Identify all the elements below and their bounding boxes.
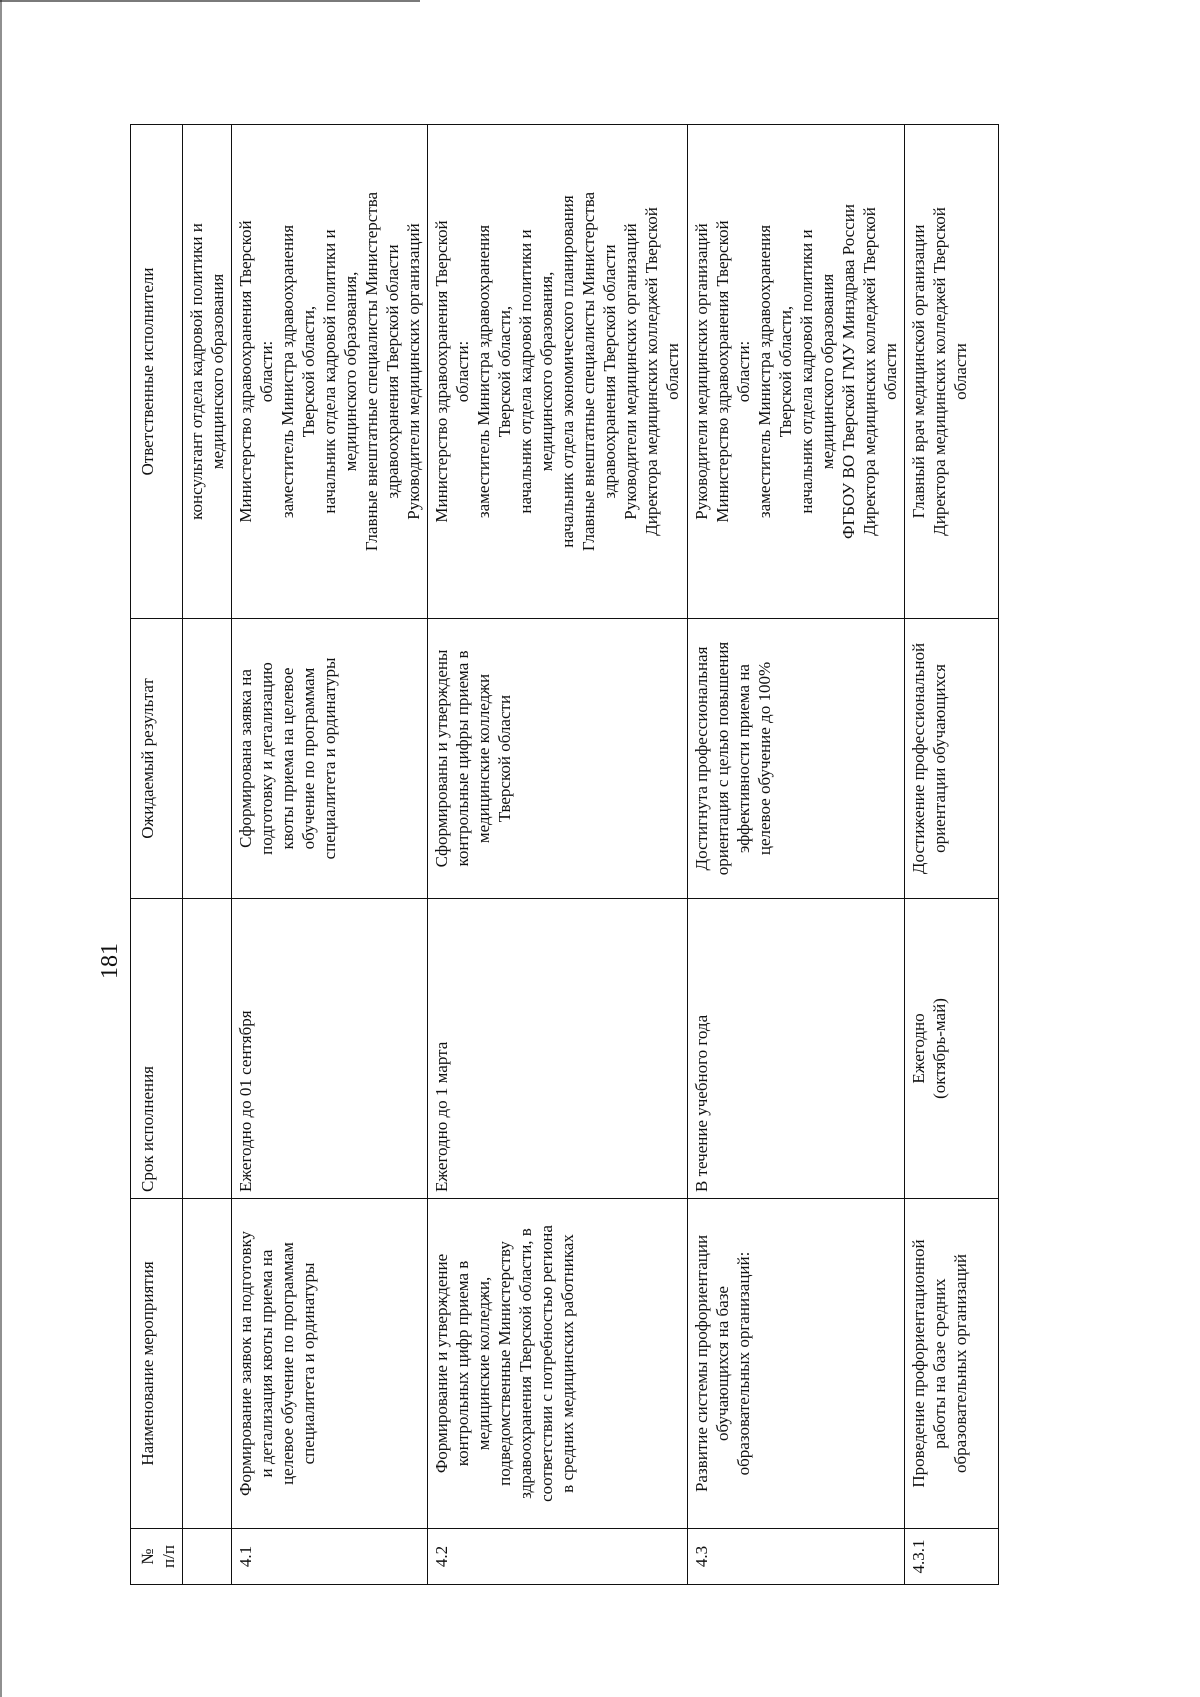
cell-term: Ежегодно до 1 марта (428, 899, 688, 1199)
cell-term (183, 899, 232, 1199)
cell-name: Развитие системы профориентации обучающихся на базе образовательных организаций: (688, 1199, 905, 1529)
table-wrap (130, 124, 999, 1585)
cell-num: 4.1 (232, 1529, 428, 1585)
table-row (905, 125, 999, 1585)
cell-executors: Руководители медицинских организаций Министерство здравоохранения Тверской области: заместитель Министра здравоохранения Тверской области, начальник отдела кадровой политики и медицинского образования ФГБОУ ВО Тверской ГМУ Минздрава России Директора медицинских колледжей Тверской области (688, 125, 905, 619)
header-result: Ожидаемый результат (131, 619, 183, 899)
cell-result: Сформированы и утверждены контрольные цифры приема в медицинские колледжи Тверской области (428, 619, 688, 899)
cell-num: 4.3.1 (905, 1529, 999, 1585)
table-row (232, 125, 428, 1585)
header-term: Срок исполнения (131, 899, 183, 1199)
cell-executors: Министерство здравоохранения Тверской области: заместитель Министра здравоохранения Тверской области, начальник отдела кадровой политики и медицинского образования, Главные внештатные специалисты Министерства здравоохранения Тверской области Руководители медицинских организаций (232, 125, 428, 619)
cell-result (183, 619, 232, 899)
page-number: 181 (97, 943, 123, 979)
cell-name (183, 1199, 232, 1529)
header-executors: Ответственные исполнители (131, 125, 183, 619)
cell-executors: Министерство здравоохранения Тверской области: заместитель Министра здравоохранения Тверской области, начальник отдела кадровой политики и медицинского образования, начальник отдела экономического планирования Главные внештатные специалисты Министерства здравоохранения Тверской области Руководители медицинских организаций Директора медицинских колледжей Тверской области (428, 125, 688, 619)
cell-name: Проведение профориентационной работы на базе средних образовательных организаций (905, 1199, 999, 1529)
cell-name: Формирование и утверждение контрольных цифр приема в медицинские колледжи, подведомственные Министерству здравоохранения Тверской области, в соответствии с потребностью региона в средних медицинских работниках (428, 1199, 688, 1529)
cell-term: Ежегодно (октябрь-май) (905, 899, 999, 1199)
table-row (183, 125, 232, 1585)
rotated-page (0, 125, 970, 1585)
cell-result: Достижение профессиональной ориентации обучающихся (905, 619, 999, 899)
table-header-row (131, 125, 183, 1585)
cell-num: 4.2 (428, 1529, 688, 1585)
header-num: № п/п (131, 1529, 183, 1585)
cell-executors: консультант отдела кадровой политики и медицинского образования (183, 125, 232, 619)
table-row (428, 125, 688, 1585)
cell-term: В течение учебного года (688, 899, 905, 1199)
cell-executors: Главный врач медицинской организации Директора медицинских колледжей Тверской области (905, 125, 999, 619)
cell-term: Ежегодно до 01 сентября (232, 899, 428, 1199)
plan-table (130, 124, 999, 1585)
cell-num (183, 1529, 232, 1585)
cell-num: 4.3 (688, 1529, 905, 1585)
table-row (688, 125, 905, 1585)
cell-name: Формирование заявок на подготовку и детализация квоты приема на целевое обучение по программам специалитета и ординатуры (232, 1199, 428, 1529)
cell-result: Достигнута профессиональная ориентация с целью повышения эффективности приема на целевое обучение до 100% (688, 619, 905, 899)
cell-result: Сформирована заявка на подготовку и детализацию квоты приема на целевое обучение по программам специалитета и ординатуры (232, 619, 428, 899)
scan-edge-mark (0, 0, 420, 2)
header-name: Наименование мероприятия (131, 1199, 183, 1529)
